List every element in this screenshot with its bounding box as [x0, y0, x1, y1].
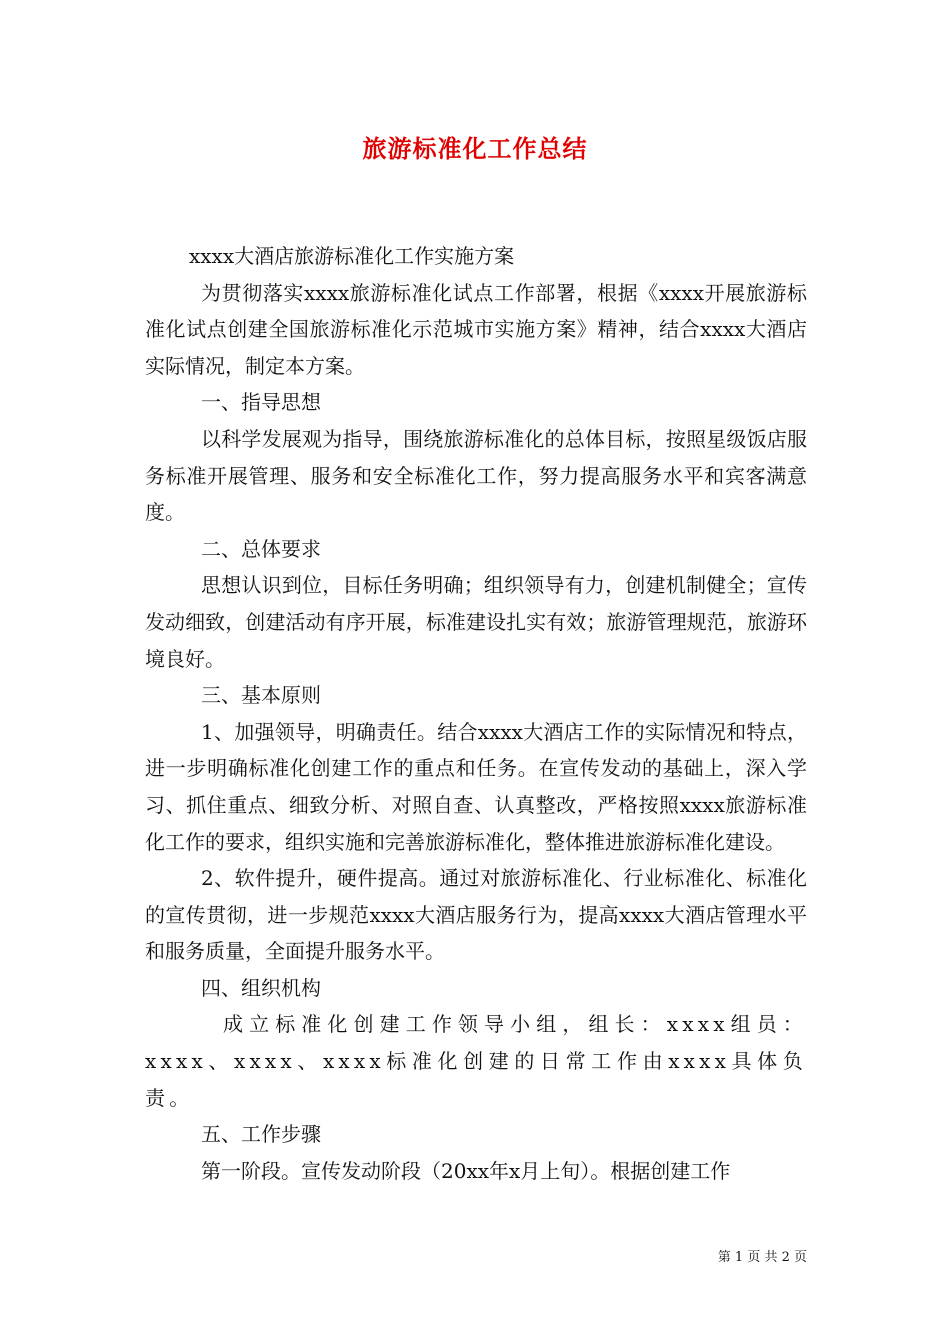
- paragraph-stage-1: 第一阶段。宣传发动阶段（20xx年x月上旬）。根据创建工作: [201, 1158, 731, 1183]
- paragraph-principle-2: 2、软件提升，硬件提高。通过对旅游标准化、行业标准化、标准化的宣传贯彻，进一步规范xxxx大酒店服务行为，提高xxxx大酒店管理水平和服务质量，全面提升服务水平。: [145, 866, 807, 964]
- document-title: 旅游标准化工作总结: [362, 135, 588, 163]
- paragraph-plan-title: xxxx大酒店旅游标准化工作实施方案: [189, 244, 515, 268]
- heading-guiding-ideology: 一、指导思想: [201, 390, 321, 415]
- heading-organization: 四、组织机构: [201, 975, 321, 1000]
- paragraph-guiding-ideology: 以科学发展观为指导，围绕旅游标准化的总体目标，按照星级饭店服务标准开展管理、服务和安全标准化工作，努力提高服务水平和宾客满意度。: [145, 426, 807, 525]
- paragraph-principle-1: 1、加强领导，明确责任。结合xxxx大酒店工作的实际情况和特点，进一步明确标准化创建工作的重点和任务。在宣传发动的基础上，深入学习、抓住重点、细致分析、对照自查、认真整改，严格按照xxxx旅游标准化工作的要求，组织实施和完善旅游标准化，整体推进旅游标准化建设。: [145, 719, 807, 854]
- heading-work-steps: 五、工作步骤: [201, 1122, 321, 1147]
- page-number-footer: 第 1 页 共 2 页: [717, 1250, 807, 1265]
- heading-general-requirements: 二、总体要求: [201, 536, 321, 561]
- heading-basic-principles: 三、基本原则: [201, 683, 321, 708]
- paragraph-organization: 成立标准化创建工作领导小组，组长：xxxx组员：xxxx、xxxx、xxxx标准化创建的日常工作由xxxx具体负责。: [145, 1012, 807, 1110]
- document-body: [145, 238, 807, 1189]
- paragraph-general-requirements: 思想认识到位，目标任务明确；组织领导有力，创建机制健全；宣传发动细致，创建活动有序开展，标准建设扎实有效；旅游管理规范，旅游环境良好。: [145, 573, 807, 671]
- paragraph-intro: 为贯彻落实xxxx旅游标准化试点工作部署，根据《xxxx开展旅游标准化试点创建全国旅游标准化示范城市实施方案》精神，结合xxxx大酒店实际情况，制定本方案。: [145, 280, 807, 378]
